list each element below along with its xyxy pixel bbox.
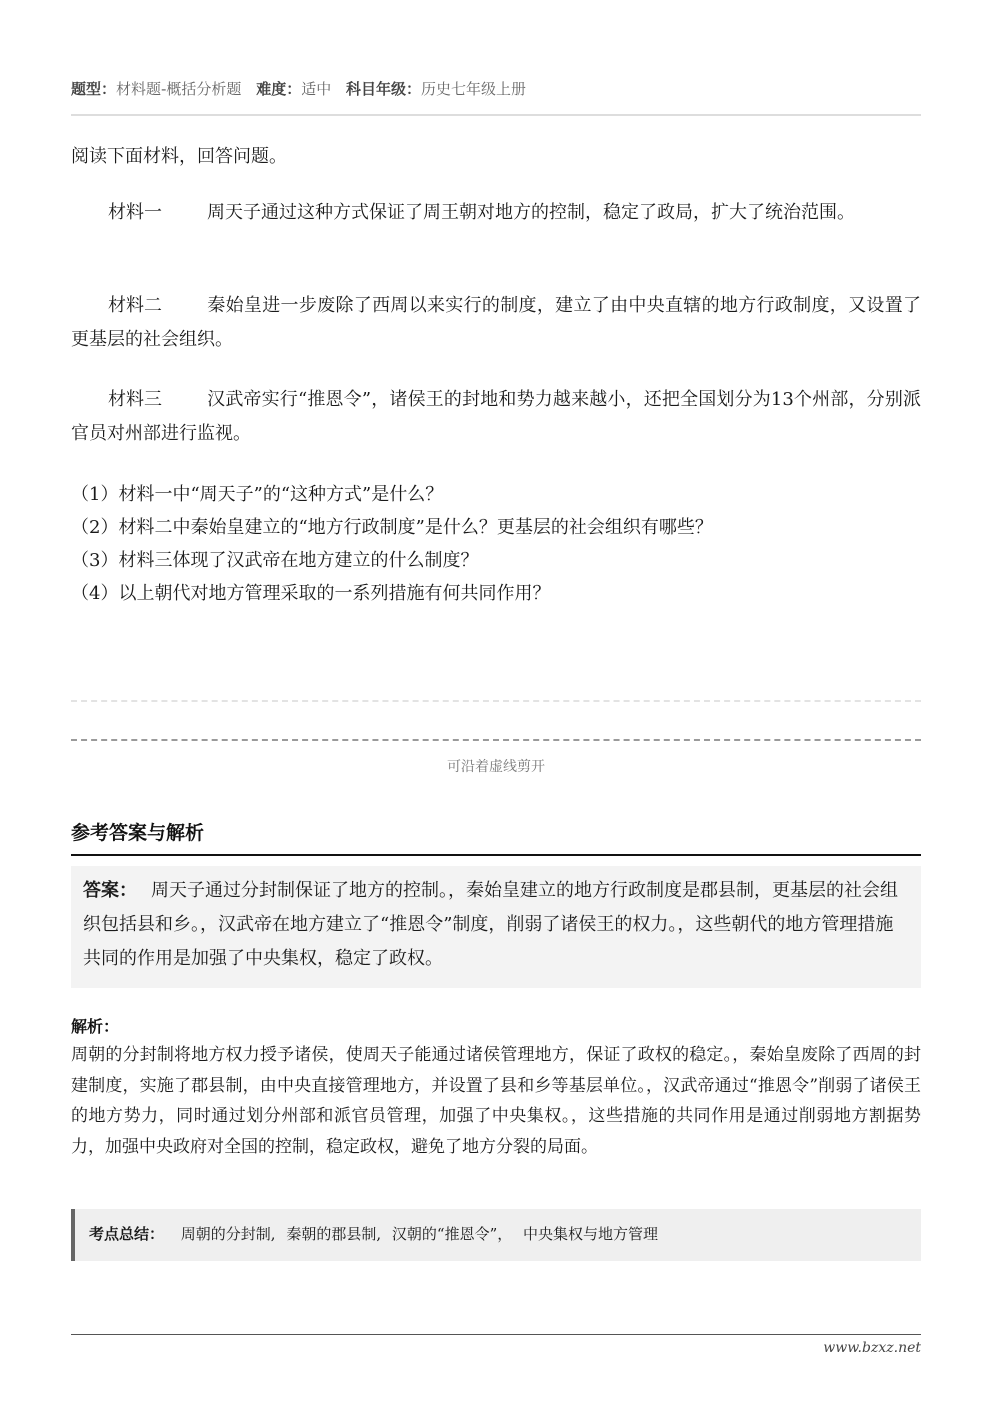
material-label: 材料一: [108, 202, 162, 223]
answer-heading-rule: [71, 854, 921, 856]
answer-space-divider: [71, 700, 921, 702]
material-label: 材料二: [108, 295, 162, 316]
difficulty-value: 适中: [301, 80, 332, 98]
meta-divider: [71, 114, 921, 116]
footer-divider: [71, 1334, 921, 1335]
sub-question-3: （3）材料三体现了汉武帝在地方建立的什么制度？: [71, 550, 479, 571]
sub-question-2: （2）材料二中秦始皇建立的“地方行政制度”是什么？更基层的社会组织有哪些？: [71, 517, 713, 538]
answer-box: [71, 866, 921, 988]
subject-value: 历史七年级上册: [421, 80, 527, 98]
material-text: 汉武帝实行“推恩令”，诸侯王的封地和势力越来越小，还把全国划分为13个州部，分别派官员对州部进行监视。: [71, 389, 921, 444]
summary-point: 秦朝的郡县制,: [286, 1225, 382, 1243]
question-intro: 阅读下面材料，回答问题。: [71, 146, 287, 167]
footer-site-link[interactable]: www.bzxz.net: [823, 1340, 921, 1356]
material-1: [71, 196, 921, 230]
sub-question-4: （4）以上朝代对地方管理采取的一系列措施有何共同作用？: [71, 583, 551, 604]
material-label: 材料三: [108, 389, 162, 410]
sub-question-1: （1）材料一中“周天子”的“这种方式”是什么？: [71, 484, 444, 505]
material-text: 秦始皇进一步废除了西周以来实行的制度，建立了由中央直辖的地方行政制度，又设置了更基层的社会组织。: [71, 295, 921, 350]
summary-label: 考点总结：: [89, 1225, 165, 1243]
cut-line: [71, 739, 921, 741]
sub-question-list: [71, 478, 921, 610]
difficulty-key: 难度：: [256, 80, 302, 98]
type-key: 题型：: [71, 80, 117, 98]
cut-line-hint: 可沿着虚线剪开: [447, 759, 545, 775]
summary-point: 中央集权与地方管理: [523, 1225, 659, 1243]
material-3: [71, 383, 921, 451]
key-points-summary: [71, 1209, 921, 1261]
answer-section-heading: 参考答案与解析: [71, 822, 205, 844]
subject-key: 科目年级：: [346, 80, 422, 98]
type-value: 材料题-概括分析题: [116, 80, 242, 98]
answer-text: 周天子通过分封制保证了地方的控制。，秦始皇建立的地方行政制度是郡县制，更基层的社会组织包括县和乡。，汉武帝在地方建立了“推恩令”制度，削弱了诸侯王的权力。，这些朝代的地方管理措施共同的作用是加强了中央集权，稳定了政权。: [83, 880, 898, 969]
analysis-text: 周朝的分封制将地方权力授予诸侯，使周天子能通过诸侯管理地方，保证了政权的稳定。，秦始皇废除了西周的封建制度，实施了郡县制，由中央直接管理地方，并设置了县和乡等基层单位。，汉武帝通过“推恩令”削弱了诸侯王的地方势力，同时通过划分州部和派官员管理，加强了中央集权。，这些措施的共同作用是通过削弱地方割据势力，加强中央政府对全国的控制，稳定政权，避免了地方分裂的局面。: [71, 1045, 921, 1157]
analysis-label: 解析：: [71, 1017, 120, 1036]
answer-label: 答案：: [83, 880, 137, 901]
material-2: [71, 289, 921, 357]
summary-point: 汉朝的“推恩令”，: [391, 1225, 513, 1243]
summary-point: 周朝的分封制,: [180, 1225, 276, 1243]
question-meta-bar: [71, 78, 921, 99]
material-text: 周天子通过这种方式保证了周王朝对地方的控制，稳定了政局，扩大了统治范围。: [207, 202, 855, 223]
